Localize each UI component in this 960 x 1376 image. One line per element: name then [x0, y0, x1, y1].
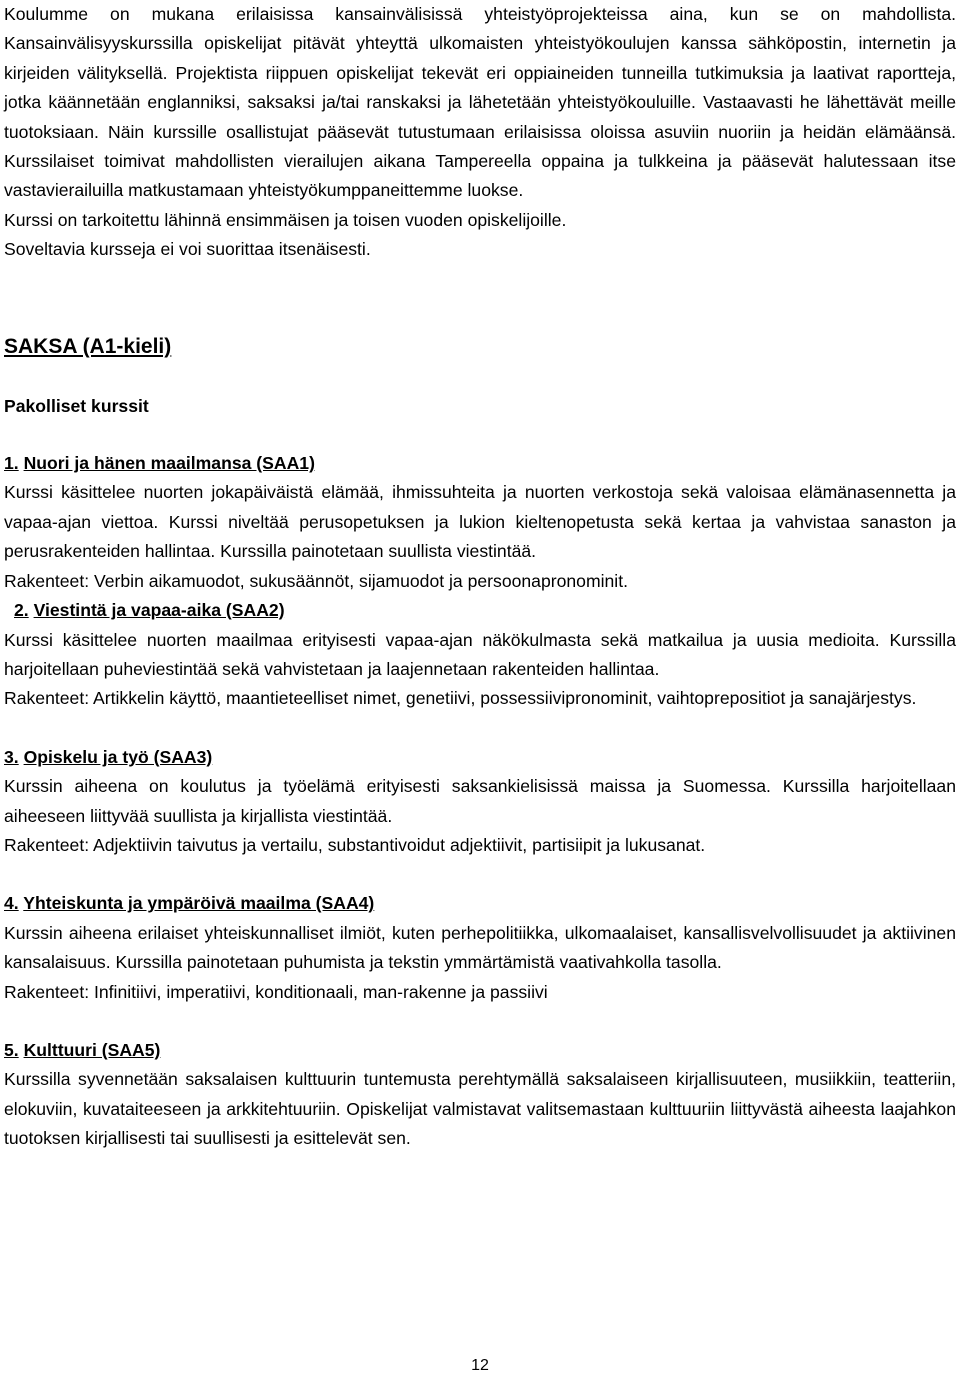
page-number: 12 — [471, 1357, 489, 1374]
section-subtitle: Pakolliset kurssit — [4, 395, 149, 416]
course-1-description: Kurssi käsittelee nuorten jokapäiväistä elämää, ihmissuhteita ja nuorten verkostoja sekä valoisaa elämänasennetta ja vapaa-ajan viettoa. Kurssi niveltää perusopetuksen ja lukion kieltenopetusta sekä kertaa ja vahvistaa sanaston ja perusrakenteiden hallintaa. Kurssilla painotetaan suullista viestintää. — [4, 482, 956, 562]
course-4-title — [4, 889, 956, 918]
course-4-description: Kurssin aiheena erilaiset yhteiskunnalliset ilmiöt, kuten perhepolitiikka, ulkomaalaiset, kansallisvelvollisuudet ja aktiivinen kansalaisuus. Kurssilla painotetaan puhumista ja tekstin ymmärtämistä vaativahkolla tasolla. — [4, 922, 956, 973]
section-title: SAKSA (A1-kieli) — [4, 334, 172, 358]
course-5-title — [4, 1036, 956, 1065]
course-4-name: Yhteiskunta ja ympäröivä maailma (SAA4) — [23, 893, 375, 914]
course-3-description: Kurssin aiheena on koulutus ja työelämä erityisesti saksankielisissä maissa ja Suomessa. Kurssilla harjoitellaan aiheeseen liittyvää suullista ja kirjallista viestintää. — [4, 776, 956, 826]
course-5-description: Kurssilla syvennetään saksalaisen kulttuurin tuntemusta perehtymällä saksalaiseen kirjallisuuteen, musiikkiin, teatteriin, elokuviin, kuvataiteeseen ja arkkitehtuuriin. Opiskelijat valmistavat valitsemastaan kulttuuriin liittyvästä aiheesta laajahkon tuotoksen kirjallisesti tai suullisesti ja esittelevät sen. — [4, 1069, 956, 1149]
document-page — [4, 0, 956, 1154]
course-3-number: 3. — [4, 746, 19, 767]
course-1-title — [4, 449, 956, 478]
course-2-structures: Rakenteet: Artikkelin käyttö, maantieteelliset nimet, genetiivi, possessiivipronominit, vaihtoprepositiot ja sanajärjestys. — [4, 688, 917, 709]
course-3-title — [4, 743, 956, 772]
course-2-name: Viestintä ja vapaa-aika (SAA2) — [33, 600, 285, 621]
course-3-name: Opiskelu ja työ (SAA3) — [23, 746, 213, 767]
intro-target-audience: Kurssi on tarkoitettu lähinnä ensimmäisen ja toisen vuoden opiskelijoille. — [4, 209, 567, 230]
course-1-number: 1. — [4, 453, 19, 474]
course-4-structures: Rakenteet: Infinitiivi, imperatiivi, konditionaali, man-rakenne ja passiivi — [4, 981, 548, 1002]
course-1-structures: Rakenteet: Verbin aikamuodot, sukusäännöt, sijamuodot ja persoonapronominit. — [4, 570, 628, 591]
course-5-number: 5. — [4, 1039, 19, 1060]
course-4-number: 4. — [4, 893, 19, 914]
intro-paragraph: Koulumme on mukana erilaisissa kansainvälisissä yhteistyöprojekteissa aina, kun se on mahdollista. Kansainvälisyyskurssilla opiskelijat pitävät yhteyttä ulkomaisten yhteistyökoulujen kanssa sähköpostin, internetin ja kirjeiden välityksellä. Projektista riippuen opiskelijat tekevät eri oppiaineiden tunneilla tutkimuksia ja laativat raportteja, jotka käännetään englanniksi, saksaksi ja/tai ranskaksi ja lähetetään yhteistyökouluille. Vastaavasti he lähettävät meille tuotoksiaan. Näin kurssille osallistujat pääsevät tutustumaan erilaisissa oloissa asuviin nuoriin ja heidän elämäänsä. Kurssilaiset toimivat mahdollisten vierailujen aikana Tampereella oppaina ja tulkkeina ja pääsevät halutessaan itse vastavierailuilla matkustamaan yhteistyökumppaneittemme luokse. — [4, 4, 956, 201]
course-3-structures: Rakenteet: Adjektiivin taivutus ja vertailu, substantivoidut adjektiivit, partisiipit ja lukusanat. — [4, 834, 706, 855]
course-2-description: Kurssi käsittelee nuorten maailmaa erityisesti vapaa-ajan näkökulmasta sekä matkailua ja uusia medioita. Kurssilla harjoitellaan puheviestintää sekä vahvistetaan ja laajennetaan rakenteiden hallintaa. — [4, 629, 956, 679]
course-2-number: 2. — [14, 600, 29, 621]
course-1-name: Nuori ja hänen maailmansa (SAA1) — [23, 453, 315, 474]
course-5-name: Kulttuuri (SAA5) — [23, 1039, 161, 1060]
course-2-title — [4, 596, 956, 625]
intro-note: Soveltavia kursseja ei voi suorittaa itsenäisesti. — [4, 239, 371, 260]
